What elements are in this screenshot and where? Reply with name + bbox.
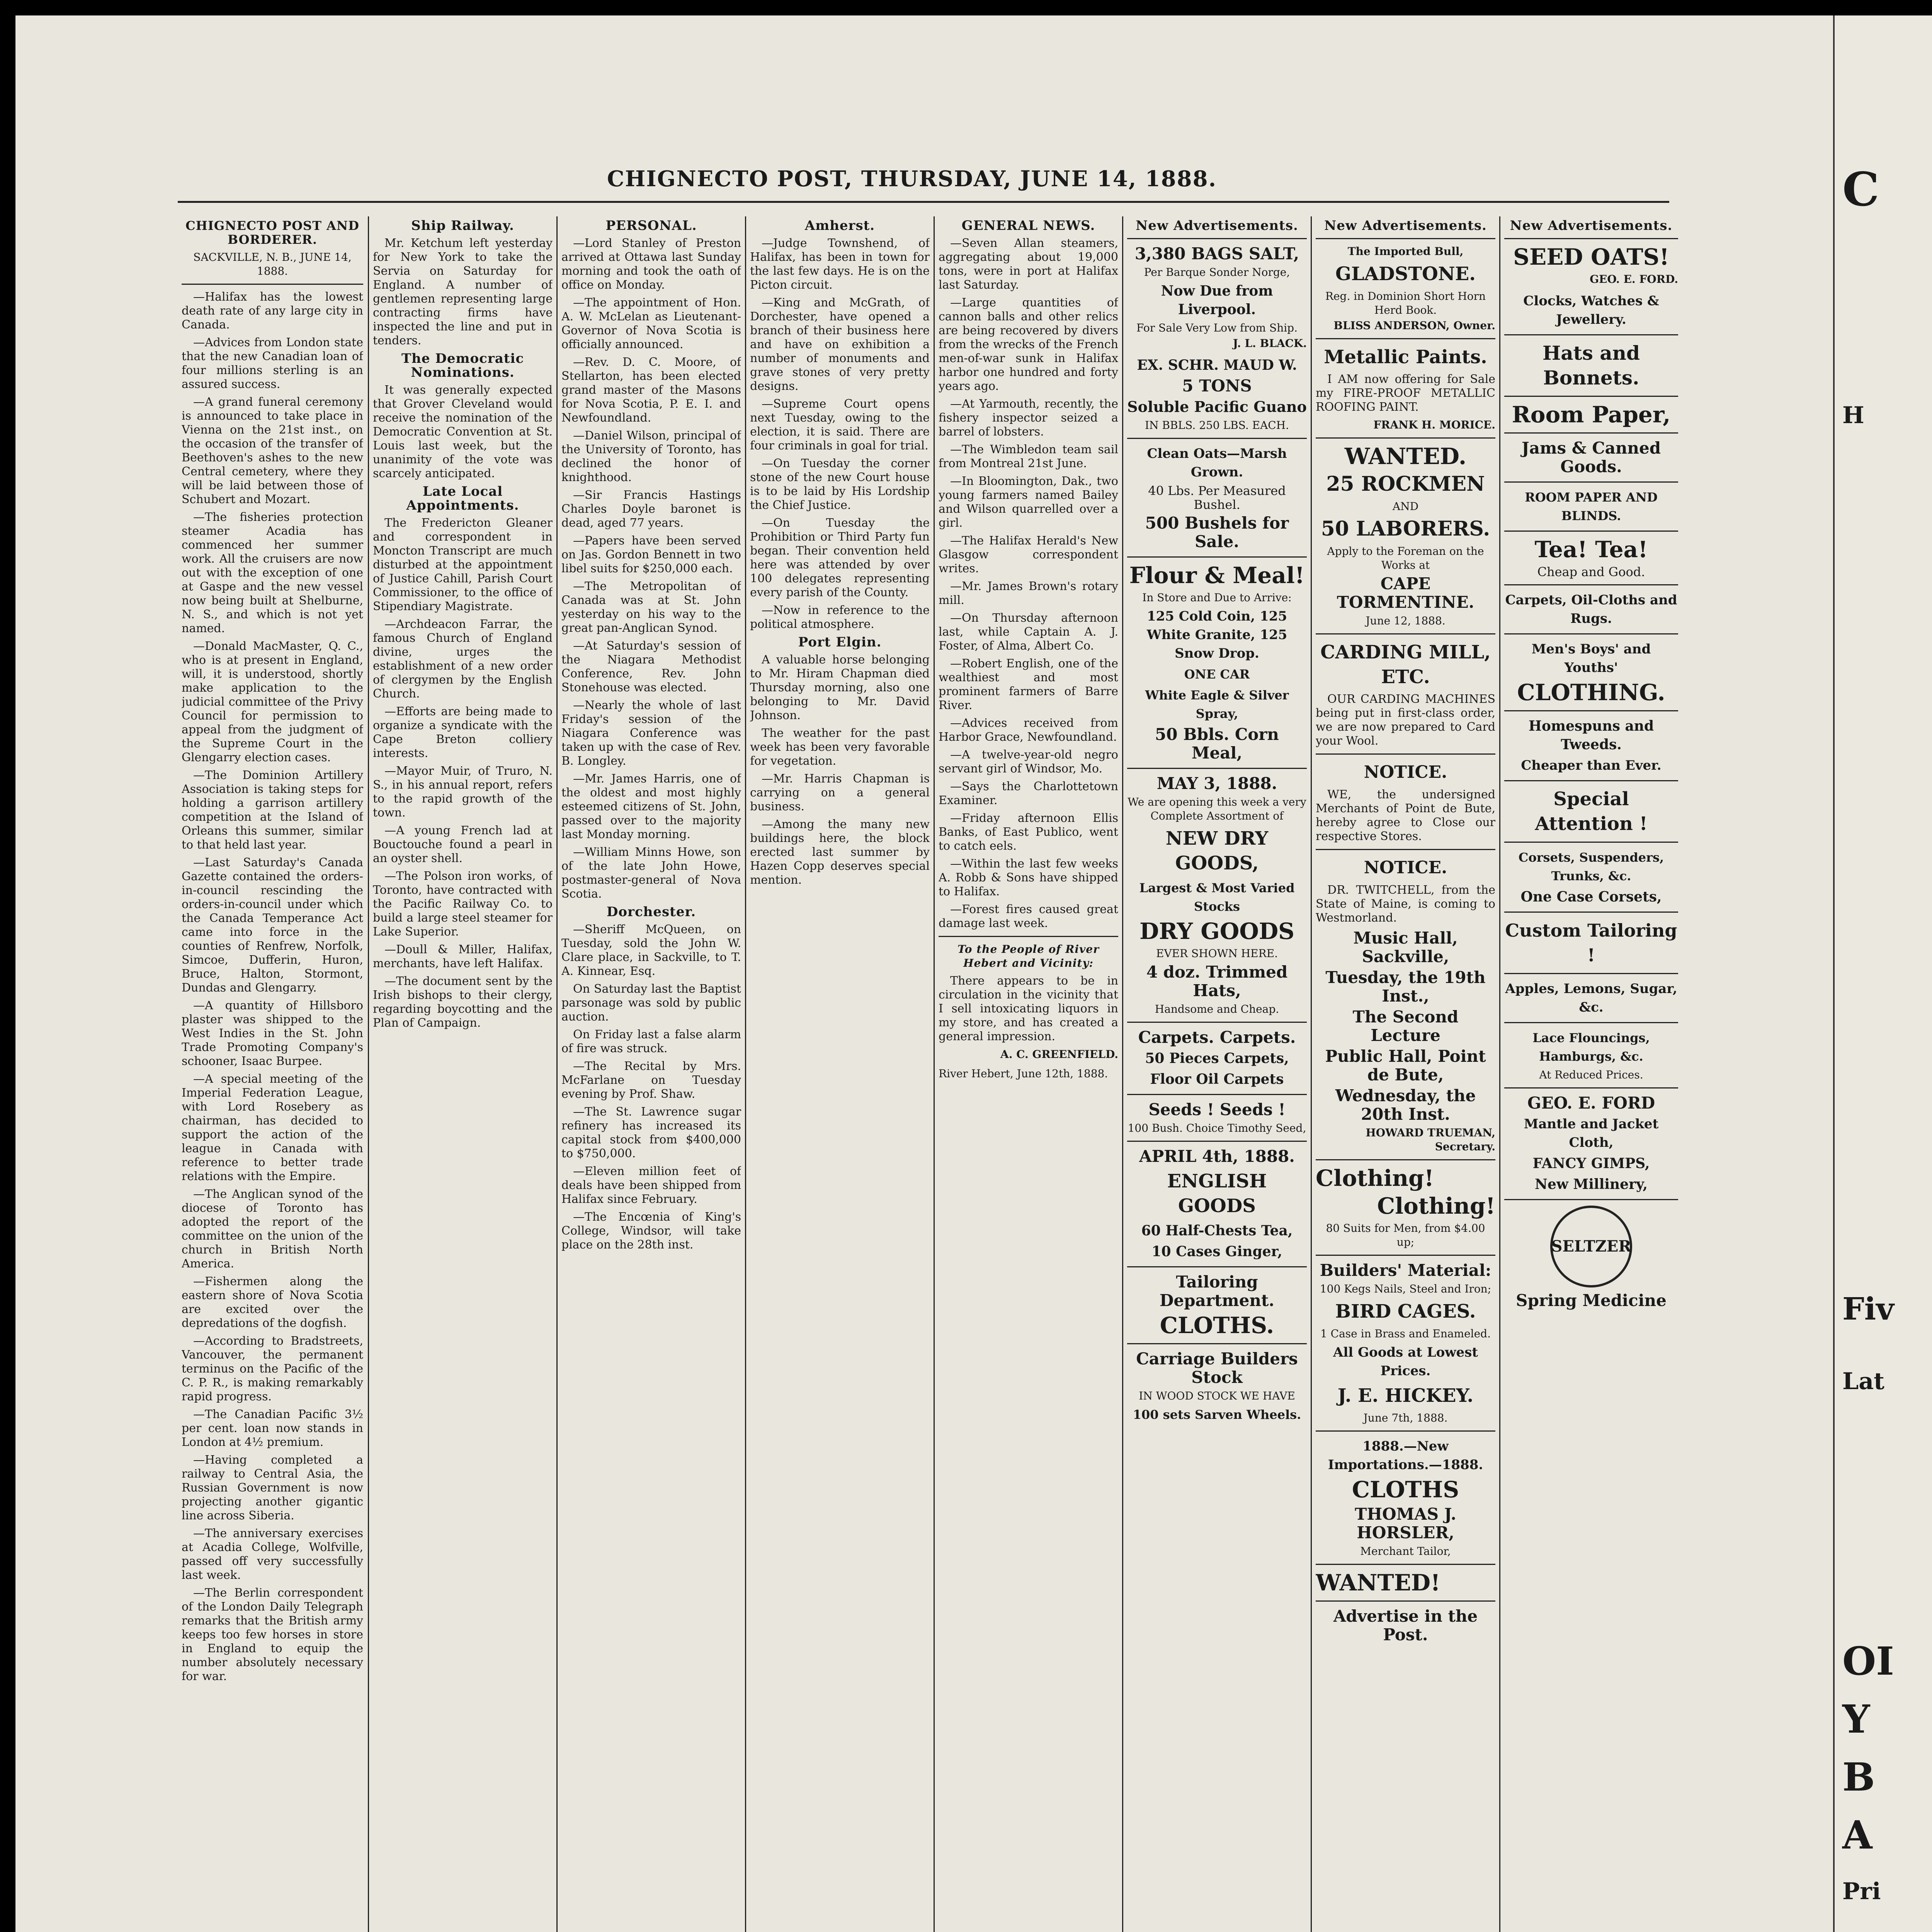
ad-title: THOMAS J. HORSLER, (1355, 1505, 1456, 1542)
column-rule (368, 216, 369, 1932)
ad-title: Custom Tailoring ! (1505, 920, 1677, 966)
ad-title: 50 Bbls. Corn Meal, (1155, 725, 1279, 762)
article-text: —On Tuesday the Prohibition or Third Party fun began. Their convention held here was attended by over 100 delegates representing every parish of the County. (750, 516, 930, 599)
logo-text: SELTZER (1551, 1237, 1631, 1255)
article-text: —Daniel Wilson, principal of the University of Toronto, has declined the honor of knighthood. (561, 429, 741, 484)
article-heading: Ship Railway. (411, 218, 514, 233)
edge-text: B (1842, 1754, 1875, 1800)
article-text: Mr. Ketchum left yesterday for New York to take the Servia on Saturday for England. A number of gentlemen representing large contracting firms have inspected the line and put in tenders. (373, 236, 553, 347)
ad-text: IN WOOD STOCK WE HAVE (1139, 1389, 1295, 1402)
news-item: —The Berlin correspondent of the London Daily Telegraph remarks that the British army keeps too few horses in store in England to equip the number absolutely necessary for war. (182, 1586, 363, 1683)
article-heading: Late Local Appointments. (406, 484, 519, 513)
ad-text: Cheap and Good. (1537, 565, 1645, 579)
column-1 (182, 216, 363, 1932)
edge-text: H (1842, 402, 1864, 429)
news-item: —The fisheries protection steamer Acadia has commenced her summer work. All the cruisers are now out with the exception of one at Gaspe and the new vessel now being built at Shelburne, N. S., and which is not yet named. (182, 510, 363, 635)
ad-title: MAY 3, 1888. (1156, 774, 1277, 793)
article-heading: The Democratic Nominations. (401, 351, 524, 380)
ad-text: 50 Pieces Carpets, (1145, 1050, 1289, 1066)
news-item: —Forest fires caused great damage last week. (939, 903, 1118, 930)
article-heading: Amherst. (804, 218, 875, 233)
ad-title: WANTED! (1316, 1570, 1440, 1596)
column-rule (1499, 216, 1500, 1932)
news-item: —The Wimbledon team sail from Montreal 21st June. (939, 443, 1118, 470)
ad-text: Now Due from Liverpool. (1161, 283, 1273, 318)
article-text: —The Metropolitan of Canada was at St. John yesterday on his way to the great pan-Anglican Synod. (561, 580, 741, 635)
ad-text: 125 Cold Coin, 125 White Granite, 125 Snow Drop. (1146, 609, 1287, 661)
ad-text: 100 sets Sarven Wheels. (1133, 1407, 1301, 1422)
ad-text: 10 Cases Ginger, (1151, 1243, 1282, 1260)
column-7-ads (1316, 216, 1495, 1932)
article-text: —Doull & Miller, Halifax, merchants, have left Halifax. (373, 943, 553, 970)
article-text: —On Tuesday the corner stone of the new Court house is to be laid by His Lordship the Chief Justice. (750, 457, 930, 512)
section-title: CHIGNECTO POST AND BORDERER. (185, 218, 359, 247)
ad-title: Public Hall, Point de Bute, (1325, 1047, 1486, 1084)
ad-text: June 7th, 1888. (1363, 1412, 1448, 1424)
column-6-ads (1127, 216, 1307, 1932)
article-text: —Now in reference to the political atmosphere. (750, 604, 930, 631)
ad-text: Reg. in Dominion Short Horn Herd Book. (1325, 290, 1486, 316)
article-text: —A young French lad at Bouctouche found a pearl in an oyster shell. (373, 824, 553, 865)
ad-title: 1888.—New Importations.—1888. (1328, 1439, 1483, 1473)
ad-text: 80 Suits for Men, from $4.00 up; (1326, 1222, 1485, 1248)
ad-text: Handsome and Cheap. (1155, 1003, 1279, 1015)
ad-title: 25 ROCKMEN (1326, 472, 1485, 496)
ad-text: 5 TONS (1182, 376, 1252, 395)
ad-title: Clocks, Watches & Jewellery. (1523, 293, 1659, 327)
article-text: —Mr. Harris Chapman is carrying on a general business. (750, 772, 930, 813)
article-text: —Papers have been served on Jas. Gordon Bennett in two libel suits for $250,000 each. (561, 534, 741, 575)
ad-text: White Eagle & Silver Spray, (1145, 688, 1289, 721)
ad-title: Corsets, Suspenders, Trunks, &c. (1518, 850, 1664, 883)
ad-title: Tailoring Department. (1160, 1272, 1274, 1310)
ad-title: Apples, Lemons, Sugar, &c. (1505, 981, 1677, 1015)
ads-heading: New Advertisements. (1136, 218, 1298, 233)
ad-title: Floor Oil Carpets (1150, 1071, 1284, 1087)
article-text: —Nearly the whole of last Friday's session of the Niagara Conference was taken up with the case of Rev. B. Longley. (561, 699, 741, 768)
column-5 (939, 216, 1118, 1932)
news-item: —A grand funeral ceremony is announced to take place in Vienna on the 21st inst., on the occasion of the transfer of Beethoven's ashes to the new Central cemetery, where they will be laid between those of Schubert and Mozart. (182, 395, 363, 506)
ad-title: Builders' Material: (1320, 1261, 1492, 1280)
article-text: —Rev. D. C. Moore, of Stellarton, has been elected grand master of the Masons for Nova Scotia, P. E. I. and Newfoundland. (561, 355, 741, 425)
ad-title: 3,380 BAGS SALT, (1134, 244, 1299, 263)
ad-title: 4 doz. Trimmed Hats, (1146, 963, 1288, 1000)
article-text: —Mr. James Harris, one of the oldest and most highly esteemed citizens of St. John, passed over to the majority last Monday morning. (561, 772, 741, 841)
ad-title: Room Paper, (1512, 401, 1671, 428)
column-rule (934, 216, 935, 1932)
ad-title: WANTED. (1344, 443, 1467, 469)
news-item: —Says the Charlottetown Examiner. (939, 780, 1118, 807)
ad-text: Largest & Most Varied Stocks (1139, 881, 1295, 914)
article-text: —Judge Townshend, of Halifax, has been in town for the last few days. He is on the Picton circuit. (750, 236, 930, 292)
ad-text: June 12, 1888. (1366, 614, 1446, 627)
ad-title: J. E. HICKEY. (1337, 1385, 1474, 1406)
column-4 (750, 216, 930, 1932)
ad-title: CLOTHS. (1160, 1312, 1274, 1338)
news-item: —Seven Allan steamers, aggregating about 19,000 tons, were in port at Halifax last Saturday. (939, 236, 1118, 292)
article-text: —Sir Francis Hastings Charles Doyle baronet is dead, aged 77 years. (561, 488, 741, 530)
edge-text: Y (1842, 1696, 1870, 1742)
notice-heading: To the People of River Hebert and Vicinity: (957, 943, 1099, 969)
ad-text: IN BBLS. 250 LBS. EACH. (1145, 419, 1289, 432)
article-text: —The Polson iron works, of Toronto, have contracted with the Pacific Railway Co. to build a large steel steamer for Lake Superior. (373, 869, 553, 939)
ad-title: The Second Lecture (1352, 1007, 1459, 1045)
article-text: —Lord Stanley of Preston arrived at Ottawa last Sunday morning and took the oath of office on Monday. (561, 236, 741, 292)
news-item: —Donald MacMaster, Q. C., who is at present in England, will, it is understood, shortly make application to the judicial committee of the Privy Council for permission to appeal from the judgment of the Supreme Court in the Glengarry election cases. (182, 639, 363, 764)
ad-title: ROOM PAPER AND BLINDS. (1525, 490, 1658, 523)
ad-title: Wednesday, the 20th Inst. (1335, 1086, 1476, 1124)
article-text: —The St. Lawrence sugar refinery has increased its capital stock from $400,000 to $750,000. (561, 1105, 741, 1160)
ads-heading: New Advertisements. (1324, 218, 1487, 233)
ad-title: Tuesday, the 19th Inst., (1325, 968, 1486, 1005)
article-text: —Archdeacon Farrar, the famous Church of England divine, urges the establishment of a new order of clergymen by the English Church. (373, 617, 553, 701)
ad-title: DRY GOODS (1139, 918, 1295, 944)
ad-title: 500 Bushels for Sale. (1145, 514, 1289, 551)
dateline: SACKVILLE, N. B., JUNE 14, 1888. (193, 251, 352, 277)
ad-title: Clothing! (1316, 1165, 1434, 1191)
ad-text: One Case Corsets, (1520, 889, 1662, 905)
article-text: —William Minns Howe, son of the late John Howe, postmaster-general of Nova Scotia. (561, 845, 741, 901)
ad-title: Spring Medicine (1516, 1291, 1667, 1310)
column-3 (561, 216, 741, 1932)
ad-title: Clean Oats—Marsh Grown. (1147, 446, 1287, 480)
ad-title: Mantle and Jacket Cloth, (1524, 1116, 1659, 1150)
article-text: It was generally expected that Grover Cleveland would receive the nomination of the Democratic Convention at St. Louis last week, but the unanimity of the vote was scarcely anticipated. (373, 383, 553, 480)
ad-text: We are opening this week a very Complete Assortment of (1128, 796, 1306, 822)
ad-text: OUR CARDING MACHINES being put in first-class order, we are now prepared to Card your Wool. (1316, 692, 1495, 748)
edge-text: A (1842, 1812, 1872, 1858)
ad-title: BIRD CAGES. (1335, 1301, 1476, 1322)
news-item: —Fishermen along the eastern shore of Nova Scotia are excited over the depredations of the dogfish. (182, 1275, 363, 1330)
ad-title: 50 LABORERS. (1321, 517, 1490, 541)
ad-title: Men's Boys' and Youths' (1531, 641, 1651, 675)
ad-text: 1 Case in Brass and Enameled. (1320, 1327, 1491, 1340)
adjacent-page-edge (1833, 15, 1932, 1932)
news-item: —A special meeting of the Imperial Federation League, with Lord Rosebery as chairman, has decided to support the action of the league in Canada with reference to better trade relations with the Empire. (182, 1072, 363, 1183)
ad-text: 100 Kegs Nails, Steel and Iron; (1320, 1282, 1492, 1295)
notice-place: River Hebert, June 12th, 1888. (939, 1067, 1108, 1080)
article-text: —Sheriff McQueen, on Tuesday, sold the John W. Clare place, in Sackville, to T. A. Kinnear, Esq. (561, 923, 741, 978)
news-item: —A quantity of Hillsboro plaster was shipped to the West Indies in the St. John Trade Promoting Company's schooner, Isaac Burpee. (182, 999, 363, 1068)
news-item: —The Halifax Herald's New Glasgow correspondent writes. (939, 534, 1118, 575)
ad-title: ENGLISH GOODS (1167, 1170, 1267, 1217)
signature: A. C. GREENFIELD. (1000, 1048, 1118, 1061)
ad-title: Homespuns and Tweeds. (1528, 718, 1654, 753)
article-text: The weather for the past week has been very favorable for vegetation. (750, 726, 930, 768)
news-item: —The Canadian Pacific 3½ per cent. loan now stands in London at 4½ premium. (182, 1408, 363, 1449)
ad-title: Soluble Pacific Guano (1127, 398, 1307, 415)
ad-title: CLOTHS (1352, 1476, 1459, 1503)
news-item: —Friday afternoon Ellis Banks, of East Publico, went to catch eels. (939, 811, 1118, 853)
ad-signature: BLISS ANDERSON, Owner. (1333, 319, 1495, 332)
ad-text: At Reduced Prices. (1539, 1068, 1643, 1081)
ad-text: For Sale Very Low from Ship. (1136, 321, 1298, 334)
news-item: —Mr. James Brown's rotary mill. (939, 580, 1118, 607)
column-8-ads (1504, 216, 1678, 1932)
news-item: —Last Saturday's Canada Gazette contained the orders-in-council rescinding the orders-in-council under which the Canada Temperance Act came into force in the counties of Renfrew, Norfolk, Simcoe, Dufferin, Huron, Bruce, Halton, Stormont, Dundas and Glengarry. (182, 856, 363, 995)
column-rule (556, 216, 558, 1932)
top-rule (178, 201, 1669, 203)
ad-signature: FRANK H. MORICE. (1373, 418, 1495, 431)
column-rule (1122, 216, 1123, 1932)
article-text: —The appointment of Hon. A. W. McLelan as Lieutenant-Governor of Nova Scotia is officially announced. (561, 296, 741, 351)
ad-text: Per Barque Sonder Norge, (1144, 266, 1290, 279)
article-text: —Mayor Muir, of Truro, N. S., in his annual report, refers to the rapid growth of the town. (373, 764, 553, 820)
article-text: —The Recital by Mrs. McFarlane on Tuesday evening by Prof. Shaw. (561, 1060, 741, 1101)
ad-text: 60 Half-Chests Tea, (1141, 1223, 1293, 1239)
ad-title: NEW DRY GOODS, (1165, 828, 1269, 874)
article-text: On Friday last a false alarm of fire was struck. (561, 1028, 741, 1055)
news-item: —A twelve-year-old negro servant girl of Windsor, Mo. (939, 748, 1118, 776)
news-item: —Large quantities of cannon balls and other relics are being recovered by divers from the wrecks of the French men-of-war sunk in Halifax harbor one hundred and forty years ago. (939, 296, 1118, 393)
article-text: —Supreme Court opens next Tuesday, owing to the election, it is said. There are four criminals in goal for trial. (750, 397, 930, 452)
ad-text: ONE CAR (1184, 667, 1250, 682)
ad-title: NOTICE. (1364, 762, 1447, 782)
news-item: —Advices received from Harbor Grace, Newfoundland. (939, 716, 1118, 744)
ad-title: NOTICE. (1364, 858, 1447, 878)
ad-text: Apply to the Foreman on the Works at (1327, 545, 1484, 571)
ad-text: 100 Bush. Choice Timothy Seed, (1128, 1122, 1306, 1134)
ad-text: Cheaper than Ever. (1521, 758, 1662, 773)
ad-signature: GEO. E. FORD. (1590, 273, 1678, 286)
ad-signature: HOWARD TRUEMAN, Secretary. (1366, 1126, 1495, 1153)
news-item: —The anniversary exercises at Acadia College, Wolfville, passed off very successfully last week. (182, 1527, 363, 1582)
ad-title: GEO. E. FORD (1527, 1094, 1655, 1112)
article-text: —Among the many new buildings here, the block erected last summer by Hazen Copp deserves special mention. (750, 818, 930, 887)
ad-title: Tea! Tea! (1534, 536, 1648, 563)
news-item: —Advices from London state that the new Canadian loan of four millions sterling is an assured success. (182, 336, 363, 391)
ad-signature: J. L. BLACK. (1233, 337, 1307, 350)
news-item: —According to Bradstreets, Vancouver, the permanent terminus on the Pacific of the C. P. R., is making remarkably rapid progress. (182, 1334, 363, 1403)
ad-title: Lace Flouncings, Hamburgs, &c. (1532, 1031, 1650, 1064)
ad-text: DR. TWITCHELL, from the State of Maine, is coming to Westmorland. (1316, 883, 1495, 925)
ad-text: AND (1392, 500, 1419, 513)
article-text: —Efforts are being made to organize a syndicate with the Cape Breton colliery interests. (373, 705, 553, 760)
ad-title: Flour & Meal! (1129, 562, 1305, 588)
ad-text: Merchant Tailor, (1360, 1545, 1451, 1558)
ad-title: CAPE TORMENTINE. (1337, 574, 1475, 612)
ad-text: All Goods at Lowest Prices. (1333, 1345, 1478, 1379)
ad-text: In Store and Due to Arrive: (1142, 591, 1292, 604)
article-heading: PERSONAL. (605, 218, 697, 233)
column-rule (745, 216, 746, 1932)
news-item: —The Dominion Artillery Association is taking steps for holding a garrison artillery competition at the Island of Orleans this summer, similar to that held last year. (182, 769, 363, 852)
ad-title: SEED OATS! (1513, 244, 1669, 270)
ad-title: APRIL 4th, 1888. (1139, 1147, 1295, 1166)
ad-title: Hats and Bonnets. (1542, 342, 1640, 389)
newspaper-page (15, 15, 1932, 1932)
article-text: —The Encœnia of King's College, Windsor, will take place on the 28th inst. (561, 1210, 741, 1252)
ad-text: EVER SHOWN HERE. (1156, 947, 1278, 960)
ad-title: GLADSTONE. (1335, 263, 1476, 285)
article-heading: Dorchester. (606, 904, 696, 920)
ad-title: Special Attention ! (1535, 788, 1648, 835)
ad-text: WE, the undersigned Merchants of Point de Bute, hereby agree to Close our respective Stores. (1316, 788, 1495, 843)
edge-text: Lat (1842, 1368, 1884, 1395)
article-text: —At Saturday's session of the Niagara Methodist Conference, Rev. John Stonehouse was elected. (561, 639, 741, 694)
ad-text: The Imported Bull, (1347, 245, 1464, 258)
article-text: —Eleven million feet of deals have been shipped from Halifax since February. (561, 1165, 741, 1206)
ad-title: CLOTHING. (1517, 679, 1665, 706)
news-item: —In Bloomington, Dak., two young farmers named Bailey and Wilson quarrelled over a girl. (939, 474, 1118, 530)
ad-title: Carriage Builders Stock (1136, 1349, 1298, 1387)
ad-title: Metallic Paints. (1324, 346, 1487, 368)
news-item: —On Thursday afternoon last, while Captain A. J. Foster, of Alma, Albert Co. (939, 611, 1118, 653)
article-text: —King and McGrath, of Dorchester, have opened a branch of their business here and have on exhibition a number of monuments and grave stones of very pretty designs. (750, 296, 930, 393)
ad-title: Carpets. Carpets. (1138, 1028, 1296, 1047)
news-item: —At Yarmouth, recently, the fishery inspector seized a barrel of lobsters. (939, 397, 1118, 439)
ads-heading: New Advertisements. (1510, 218, 1673, 233)
edge-text: Pri (1842, 1878, 1881, 1905)
notice-text: There appears to be in circulation in the vicinity that I sell intoxicating liquors in my store, and has created a general impression. (939, 974, 1118, 1043)
news-item: —Halifax has the lowest death rate of any large city in Canada. (182, 290, 363, 332)
ad-title: FANCY GIMPS, (1532, 1155, 1650, 1172)
edge-text: C (1842, 162, 1879, 217)
ad-text: I AM now offering for Sale my FIRE-PROOF METALLIC ROOFING PAINT. (1316, 372, 1495, 414)
ad-title: CARDING MILL, ETC. (1320, 641, 1491, 688)
news-item: —The Anglican synod of the diocese of Toronto has adopted the report of the committee on the union of the church in British North America. (182, 1187, 363, 1270)
ad-title: New Millinery, (1535, 1176, 1648, 1192)
ad-text: 40 Lbs. Per Measured Bushel. (1148, 483, 1286, 512)
news-item: —Having completed a railway to Central Asia, the Russian Government is now projecting another gigantic line across Siberia. (182, 1453, 363, 1522)
news-item: —Within the last few weeks A. Robb & Sons have shipped to Halifax. (939, 857, 1118, 898)
seltzer-logo (1550, 1206, 1632, 1287)
ad-title: Advertise in the Post. (1333, 1607, 1478, 1644)
article-text: A valuable horse belonging to Mr. Hiram Chapman died Thursday morning, also one belonging to Mr. David Johnson. (750, 653, 930, 722)
ad-title: EX. SCHR. MAUD W. (1137, 357, 1297, 373)
article-heading: GENERAL NEWS. (961, 218, 1095, 233)
ad-title: Jams & Canned Goods. (1521, 439, 1661, 476)
masthead: CHIGNECTO POST, THURSDAY, JUNE 14, 1888. (607, 166, 1217, 192)
ad-title: Clothing! (1377, 1193, 1495, 1219)
article-text: The Fredericton Gleaner and correspondent in Moncton Transcript are much disturbed at the appointment of Justice Cahill, Parish Court Commissioner, to the office of Stipendiary Magistrate. (373, 516, 553, 613)
article-heading: Port Elgin. (798, 634, 882, 650)
ad-title: Carpets, Oil-Cloths and Rugs. (1505, 592, 1677, 626)
ad-title: Seeds ! Seeds ! (1148, 1100, 1286, 1119)
article-text: On Saturday last the Baptist parsonage was sold by public auction. (561, 982, 741, 1024)
news-item: —Robert English, one of the wealthiest and most prominent farmers of Barre River. (939, 657, 1118, 712)
column-2 (373, 216, 553, 1932)
edge-text: Fiv (1842, 1291, 1894, 1327)
edge-text: OI (1842, 1638, 1894, 1684)
ad-title: Music Hall, Sackville, (1353, 929, 1458, 966)
column-rule (1311, 216, 1312, 1932)
article-text: —The document sent by the Irish bishops to their clergy, regarding boycotting and the Plan of Campaign. (373, 975, 553, 1030)
